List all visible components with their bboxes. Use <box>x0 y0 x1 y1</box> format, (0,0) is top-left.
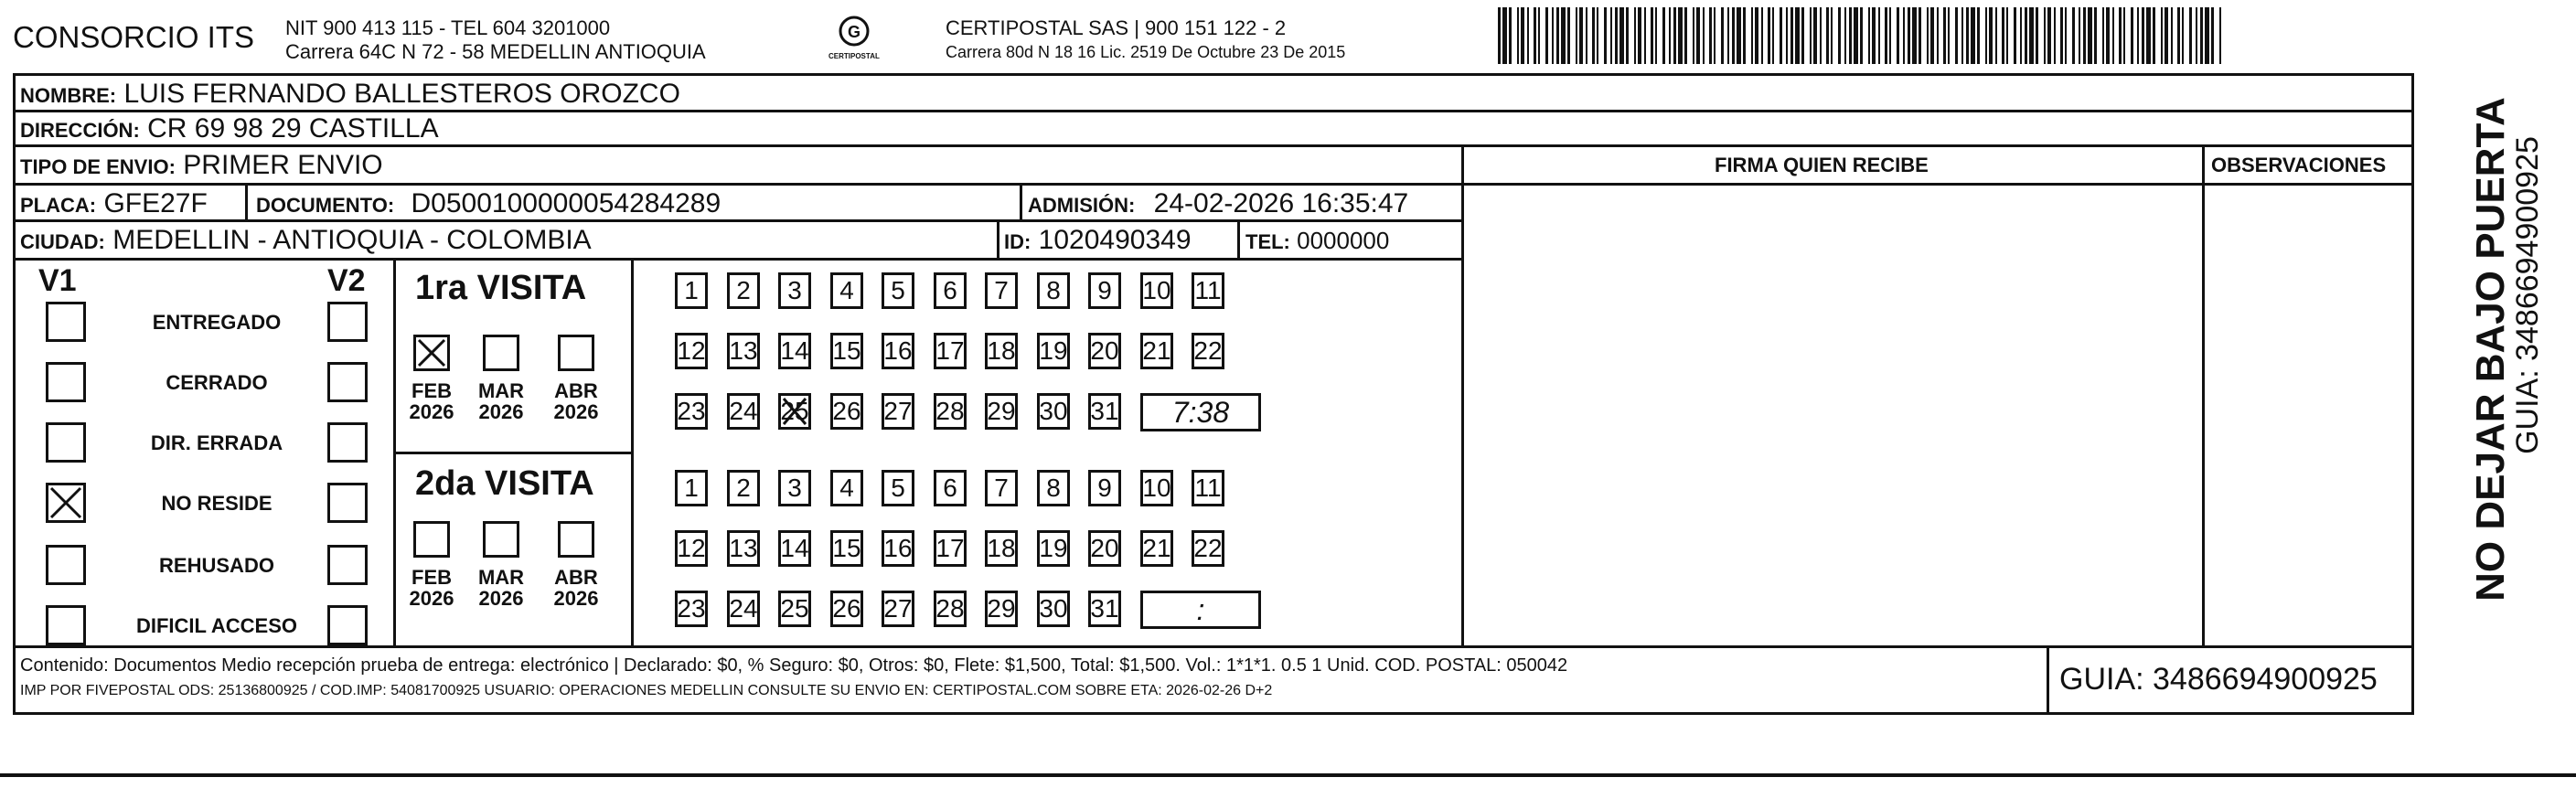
visit1-month-label <box>400 380 464 422</box>
barcode-bar <box>1985 7 1987 64</box>
barcode-bar <box>1768 7 1770 64</box>
firma-header: FIRMA QUIEN RECIBE <box>1715 154 1929 176</box>
barcode-bar <box>1966 7 1969 64</box>
barcode-bar <box>1561 7 1566 64</box>
barcode-bar <box>1948 7 1950 64</box>
visit2-day-box[interactable]: 12 <box>675 530 708 567</box>
barcode-bar <box>1655 7 1657 64</box>
visit1-title: 1ra VISITA <box>415 269 587 307</box>
visit1-month-label <box>469 380 533 422</box>
visit2-day-box[interactable]: 22 <box>1192 530 1224 567</box>
visit1-day-box[interactable]: 27 <box>882 393 914 430</box>
barcode-bar <box>2014 7 2016 64</box>
visit1-month-name: ABR <box>554 379 598 402</box>
barcode-bar <box>2189 7 2192 64</box>
barcode-bar <box>1634 7 1636 64</box>
visit2-day-box[interactable]: 11 <box>1192 470 1224 506</box>
visit1-day-box[interactable]: 12 <box>675 333 708 369</box>
visit2-day-box[interactable]: 8 <box>1037 470 1070 506</box>
admission-label: ADMISIÓN: <box>1028 194 1136 217</box>
barcode-bar <box>1943 7 1946 64</box>
visit2-month-label <box>400 567 464 609</box>
barcode-bar <box>1693 7 1694 64</box>
barcode-bar <box>2119 7 2122 64</box>
admission-value: 24-02-2026 16:35:47 <box>1153 188 1409 218</box>
barcode-bar <box>2029 7 2034 64</box>
visit1-day-box[interactable]: 29 <box>985 393 1018 430</box>
reason-label: ENTREGADO <box>152 311 282 334</box>
barcode-bar <box>1844 7 1846 64</box>
visit1-day-box[interactable]: 23 <box>675 393 708 430</box>
plate-row <box>20 190 208 218</box>
city-row <box>20 227 592 254</box>
visit1-month-label <box>544 380 608 422</box>
visit1-month-year: 2026 <box>553 400 599 424</box>
barcode-bar <box>1849 7 1852 64</box>
barcode-bar <box>1696 7 1700 64</box>
visit1-day-box[interactable]: 4 <box>830 272 863 309</box>
barcode-bar <box>2142 7 2144 64</box>
barcode-bar <box>2177 7 2180 64</box>
barcode-bar <box>1989 7 1993 64</box>
barcode-bar <box>1820 7 1822 64</box>
visit1-day-number: 25 <box>780 397 809 425</box>
barcode-bar <box>1930 7 1934 64</box>
barcode-bar <box>2044 7 2046 64</box>
barcode-bar <box>1662 7 1665 64</box>
visit1-day-box[interactable]: 3 <box>778 272 811 309</box>
visit1-day-box[interactable]: 13 <box>727 333 760 369</box>
barcode-bar <box>1790 7 1793 64</box>
doc-value: D0500100000054284289 <box>411 188 721 218</box>
x-mark-icon <box>48 485 83 520</box>
visit1-day-box[interactable]: 14 <box>778 333 811 369</box>
barcode-bar <box>1801 7 1804 64</box>
visit2-day-box[interactable]: 3 <box>778 470 811 506</box>
visit2-day-box[interactable]: 26 <box>830 591 863 627</box>
barcode-bar <box>1961 7 1963 64</box>
company-nit: NIT 900 413 115 - TEL 604 3201000 <box>285 16 611 39</box>
barcode-bar <box>1912 7 1917 64</box>
barcode-bar <box>1795 7 1800 64</box>
visit2-day-box[interactable]: 2 <box>727 470 760 506</box>
barcode-bar <box>1626 7 1629 64</box>
visit2-day-box[interactable]: 17 <box>934 530 967 567</box>
company-address: Carrera 64C N 72 - 58 MEDELLIN ANTIOQUIA <box>285 40 706 63</box>
visit2-day-box[interactable]: 6 <box>934 470 967 506</box>
barcode-bar <box>2088 7 2092 64</box>
barcode-bar <box>1786 7 1788 64</box>
barcode-bar <box>2219 7 2221 64</box>
barcode-bar <box>1854 7 1858 64</box>
barcode-bar <box>2083 7 2086 64</box>
barcode-bar <box>1592 7 1595 64</box>
barcode-bar <box>1567 7 1570 64</box>
barcode-bar <box>1615 7 1618 64</box>
visit2-day-box[interactable]: 18 <box>985 530 1018 567</box>
reason-label: DIR. ERRADA <box>150 431 283 454</box>
barcode-bar <box>2079 7 2080 64</box>
visit2-month-year: 2026 <box>478 587 524 611</box>
visit1-day-box[interactable]: 26 <box>830 393 863 430</box>
reason-v1-checkbox[interactable] <box>46 302 86 342</box>
barcode-bar <box>1826 7 1829 64</box>
visit2-day-box[interactable]: 5 <box>882 470 914 506</box>
address-value: CR 69 98 29 CASTILLA <box>147 113 439 144</box>
reason-v2-checkbox[interactable] <box>327 422 368 463</box>
visit2-day-box[interactable]: 16 <box>882 530 914 567</box>
side-guia: GUIA: 3486694900925 <box>2510 136 2545 454</box>
barcode-bar <box>2131 7 2133 64</box>
barcode-bar <box>1772 7 1774 64</box>
visit1-day-box[interactable]: 9 <box>1088 272 1121 309</box>
certipostal-logo <box>827 13 882 66</box>
id-row <box>1004 227 1192 254</box>
company-name: CONSORCIO ITS <box>13 20 255 54</box>
barcode-bar <box>1927 7 1929 64</box>
visit1-time-box[interactable]: 7:38 <box>1140 393 1261 431</box>
barcode-bar <box>1838 7 1841 64</box>
tel-row <box>1245 229 1389 252</box>
logo-text: CERTIPOSTAL <box>828 52 880 60</box>
barcode-bar <box>1780 7 1782 64</box>
barcode-bar <box>1743 7 1746 64</box>
reason-v2-checkbox[interactable] <box>327 483 368 523</box>
visit1-day-box[interactable]: 7 <box>985 272 1018 309</box>
visit1-day-box[interactable]: 2 <box>727 272 760 309</box>
visit1-month-checkbox[interactable] <box>483 335 519 371</box>
barcode-bar <box>1732 7 1735 64</box>
barcode-bar <box>1498 7 1501 64</box>
name-row <box>20 80 680 108</box>
visit1-day-box[interactable]: 11 <box>1192 272 1224 309</box>
barcode-bar <box>1502 7 1507 64</box>
visit1-day-box[interactable]: 5 <box>882 272 914 309</box>
barcode-bar <box>1552 7 1554 64</box>
tel-value: 0000000 <box>1297 227 1390 254</box>
barcode-bar <box>1721 7 1724 64</box>
visit2-day-box[interactable]: 21 <box>1140 530 1173 567</box>
visit1-day-box[interactable] <box>778 393 811 430</box>
side-warning: NO DEJAR BAJO PUERTA <box>2468 97 2513 602</box>
visit2-day-box[interactable]: 4 <box>830 470 863 506</box>
barcode-bar <box>1579 7 1583 64</box>
footer-imp: IMP POR FIVEPOSTAL ODS: 25136800925 / COD.IMP: 54081700925 USUARIO: OPERACIONES MEDELLIN CONSULTE SU ENVIO EN: CERTIPOSTAL.COM SOBRE ETA: 2026-02-26 D+2 <box>20 683 1273 698</box>
barcode-bar <box>1908 7 1910 64</box>
barcode-bar <box>1534 7 1536 64</box>
barcode-bar <box>1684 7 1687 64</box>
barcode-bar <box>1521 7 1524 64</box>
barcode-bar <box>1669 7 1671 64</box>
reason-label: CERRADO <box>166 371 268 394</box>
barcode-bar <box>2205 7 2209 64</box>
barcode-bar <box>2102 7 2104 64</box>
reason-label: DIFICIL ACCESO <box>135 614 297 637</box>
barcode <box>1498 7 2229 68</box>
visit1-day-box[interactable]: 28 <box>934 393 967 430</box>
address-label: DIRECCIÓN: <box>20 119 140 142</box>
barcode-bar <box>1703 7 1705 64</box>
reason-v1-checkbox[interactable] <box>46 362 86 402</box>
barcode-bar <box>1810 7 1812 64</box>
tel-label: TEL: <box>1245 230 1290 253</box>
barcode-bar <box>2164 7 2168 64</box>
barcode-bar <box>1885 7 1887 64</box>
visit1-day-box[interactable]: 20 <box>1088 333 1121 369</box>
barcode-bar <box>1538 7 1540 64</box>
barcode-bar <box>2200 7 2203 64</box>
visit2-day-box[interactable]: 29 <box>985 591 1018 627</box>
visit2-day-box[interactable]: 23 <box>675 591 708 627</box>
barcode-bar <box>1868 7 1870 64</box>
x-mark-icon <box>416 337 447 368</box>
visit1-day-box[interactable]: 15 <box>830 333 863 369</box>
barcode-bar <box>1644 7 1646 64</box>
observaciones-header: OBSERVACIONES <box>2211 154 2387 176</box>
visit1-day-box[interactable]: 6 <box>934 272 967 309</box>
visit2-month-checkbox[interactable] <box>413 521 450 558</box>
barcode-bar <box>1995 7 1997 64</box>
visit2-month-label <box>544 567 608 609</box>
visit1-day-box[interactable]: 31 <box>1088 393 1121 430</box>
visit2-month-year: 2026 <box>553 587 599 611</box>
carrier-address: Carrera 80d N 18 16 Lic. 2519 De Octubre 23 De 2015 <box>946 43 1346 61</box>
visit1-month-name: MAR <box>477 379 525 402</box>
barcode-bar <box>2036 7 2038 64</box>
carrier-name: CERTIPOSTAL SAS | 900 151 122 - 2 <box>946 16 1287 39</box>
name-value: LUIS FERNANDO BALLESTEROS OROZCO <box>123 79 680 109</box>
barcode-bar <box>1714 7 1716 64</box>
barcode-bar <box>2153 7 2155 64</box>
reason-v1-checkbox[interactable] <box>46 545 86 585</box>
visit2-day-box[interactable]: 15 <box>830 530 863 567</box>
visit2-day-box[interactable]: 30 <box>1037 591 1070 627</box>
visit1-month-checkbox[interactable] <box>413 335 450 371</box>
visit1-day-box[interactable]: 30 <box>1037 393 1070 430</box>
barcode-bar <box>2065 7 2067 64</box>
visit2-month-year: 2026 <box>409 587 454 611</box>
name-label: NOMBRE: <box>20 84 117 107</box>
visit2-time-box[interactable]: : <box>1140 591 1261 629</box>
barcode-bar <box>1545 7 1548 64</box>
barcode-bar <box>1727 7 1729 64</box>
barcode-bar <box>1737 7 1741 64</box>
visit1-month-checkbox[interactable] <box>558 335 594 371</box>
visit2-month-checkbox[interactable] <box>558 521 594 558</box>
reason-v2-checkbox[interactable] <box>327 362 368 402</box>
reason-v1-checkbox[interactable] <box>46 483 86 523</box>
barcode-bar <box>1919 7 1921 64</box>
barcode-bar <box>1897 7 1899 64</box>
barcode-bar <box>1638 7 1641 64</box>
visit2-day-box[interactable]: 13 <box>727 530 760 567</box>
barcode-bar <box>1678 7 1683 64</box>
barcode-bar <box>2182 7 2184 64</box>
header <box>0 0 2576 73</box>
barcode-bar <box>2060 7 2063 64</box>
barcode-bar <box>1610 7 1612 64</box>
barcode-bar <box>2025 7 2027 64</box>
visit1-month-name: FEB <box>412 379 452 402</box>
type-value: PRIMER ENVIO <box>183 150 383 180</box>
barcode-bar <box>1889 7 1891 64</box>
barcode-bar <box>1576 7 1577 64</box>
visit2-month-name: ABR <box>554 566 598 589</box>
barcode-bar <box>1673 7 1676 64</box>
barcode-bar <box>1860 7 1863 64</box>
reason-v1-checkbox[interactable] <box>46 422 86 463</box>
barcode-bar <box>2146 7 2151 64</box>
barcode-bar <box>2196 7 2197 64</box>
visit2-day-box[interactable]: 14 <box>778 530 811 567</box>
plate-label: PLACA: <box>20 194 97 217</box>
barcode-bar <box>1586 7 1587 64</box>
barcode-bar <box>1527 7 1529 64</box>
visit2-title: 2da VISITA <box>415 464 594 503</box>
reason-v2-checkbox[interactable] <box>327 545 368 585</box>
barcode-bar <box>1872 7 1876 64</box>
footer-guia: GUIA: 3486694900925 <box>2059 662 2378 697</box>
v2-label: V2 <box>327 263 366 298</box>
reason-v2-checkbox[interactable] <box>327 302 368 342</box>
visit2-day-box[interactable]: 9 <box>1088 470 1121 506</box>
visit1-day-box[interactable]: 18 <box>985 333 1018 369</box>
barcode-bar <box>1619 7 1624 64</box>
reason-label: NO RESIDE <box>161 492 273 515</box>
visit1-day-box[interactable]: 17 <box>934 333 967 369</box>
barcode-bar <box>2006 7 2008 64</box>
id-value: 1020490349 <box>1038 225 1192 255</box>
id-label: ID: <box>1004 230 1031 253</box>
barcode-bar <box>2072 7 2075 64</box>
visit2-day-box[interactable]: 31 <box>1088 591 1121 627</box>
visit1-month-year: 2026 <box>409 400 454 424</box>
barcode-bar <box>2211 7 2214 64</box>
barcode-bar <box>1903 7 1905 64</box>
barcode-bar <box>1878 7 1880 64</box>
barcode-bar <box>2123 7 2125 64</box>
barcode-bar <box>1755 7 1758 64</box>
visit2-day-box[interactable]: 19 <box>1037 530 1070 567</box>
side-panel <box>2425 97 2545 612</box>
visit1-day-box[interactable]: 19 <box>1037 333 1070 369</box>
visit1-day-box[interactable]: 24 <box>727 393 760 430</box>
barcode-bar <box>1597 7 1598 64</box>
city-value: MEDELLIN - ANTIOQUIA - COLOMBIA <box>112 225 592 255</box>
visit1-day-box[interactable]: 8 <box>1037 272 1070 309</box>
barcode-bar <box>2047 7 2051 64</box>
barcode-bar <box>2002 7 2004 64</box>
barcode-bar <box>1604 7 1607 64</box>
visit1-day-box[interactable]: 16 <box>882 333 914 369</box>
barcode-bar <box>1709 7 1712 64</box>
barcode-bar <box>2137 7 2139 64</box>
plate-value: GFE27F <box>103 188 208 218</box>
visit2-day-box[interactable]: 7 <box>985 470 1018 506</box>
visit1-day-box[interactable]: 1 <box>675 272 708 309</box>
visit1-day-box[interactable]: 21 <box>1140 333 1173 369</box>
city-label: CIUDAD: <box>20 230 105 253</box>
visit2-month-name: MAR <box>477 566 525 589</box>
barcode-bar <box>2054 7 2056 64</box>
barcode-bar <box>1509 7 1512 64</box>
barcode-bar <box>1556 7 1559 64</box>
footer-content: Contenido: Documentos Medio recepción prueba de entrega: electrónico | Declarado: $0, % Seguro: $0, Otros: $0, Flete: $1,500, Total: $1,500. Vol.: 1*1*1. 0.5 1 Unid. COD. POSTAL: 050042 <box>20 655 1568 676</box>
visit1-day-box[interactable]: 10 <box>1140 272 1173 309</box>
barcode-bar <box>2094 7 2097 64</box>
barcode-bar <box>2106 7 2110 64</box>
barcode-bar <box>2161 7 2163 64</box>
reason-v2-checkbox[interactable] <box>327 605 368 645</box>
admission-row <box>1028 190 1408 218</box>
visit2-day-box[interactable]: 20 <box>1088 530 1121 567</box>
barcode-bar <box>1977 7 1980 64</box>
visit1-day-box[interactable]: 22 <box>1192 333 1224 369</box>
visit2-month-name: FEB <box>412 566 452 589</box>
doc-row <box>256 190 721 218</box>
barcode-bar <box>1831 7 1833 64</box>
visit2-day-box[interactable]: 10 <box>1140 470 1173 506</box>
barcode-bar <box>2020 7 2022 64</box>
reason-label: REHUSADO <box>159 554 274 577</box>
visit2-day-box[interactable]: 24 <box>727 591 760 627</box>
barcode-bar <box>1813 7 1817 64</box>
visit2-day-box[interactable]: 25 <box>778 591 811 627</box>
visit2-day-box[interactable]: 27 <box>882 591 914 627</box>
svg-text:G: G <box>847 23 861 41</box>
barcode-bar <box>1651 7 1653 64</box>
doc-label: DOCUMENTO: <box>256 194 395 217</box>
barcode-bar <box>1937 7 1939 64</box>
visit1-month-year: 2026 <box>478 400 524 424</box>
v1-label: V1 <box>38 263 77 298</box>
visit2-day-box[interactable]: 1 <box>675 470 708 506</box>
barcode-bar <box>1971 7 1975 64</box>
visit2-day-box[interactable]: 28 <box>934 591 967 627</box>
address-row <box>20 115 439 143</box>
type-row <box>20 152 383 179</box>
barcode-bar <box>1517 7 1519 64</box>
barcode-bar <box>2112 7 2114 64</box>
barcode-bar <box>1751 7 1753 64</box>
reason-v1-checkbox[interactable] <box>46 605 86 645</box>
barcode-bar <box>1955 7 1958 64</box>
barcode-bar <box>2171 7 2173 64</box>
visit2-month-checkbox[interactable] <box>483 521 519 558</box>
barcode-bar <box>1761 7 1763 64</box>
type-label: TIPO DE ENVIO: <box>20 155 176 178</box>
visit2-month-label <box>469 567 533 609</box>
